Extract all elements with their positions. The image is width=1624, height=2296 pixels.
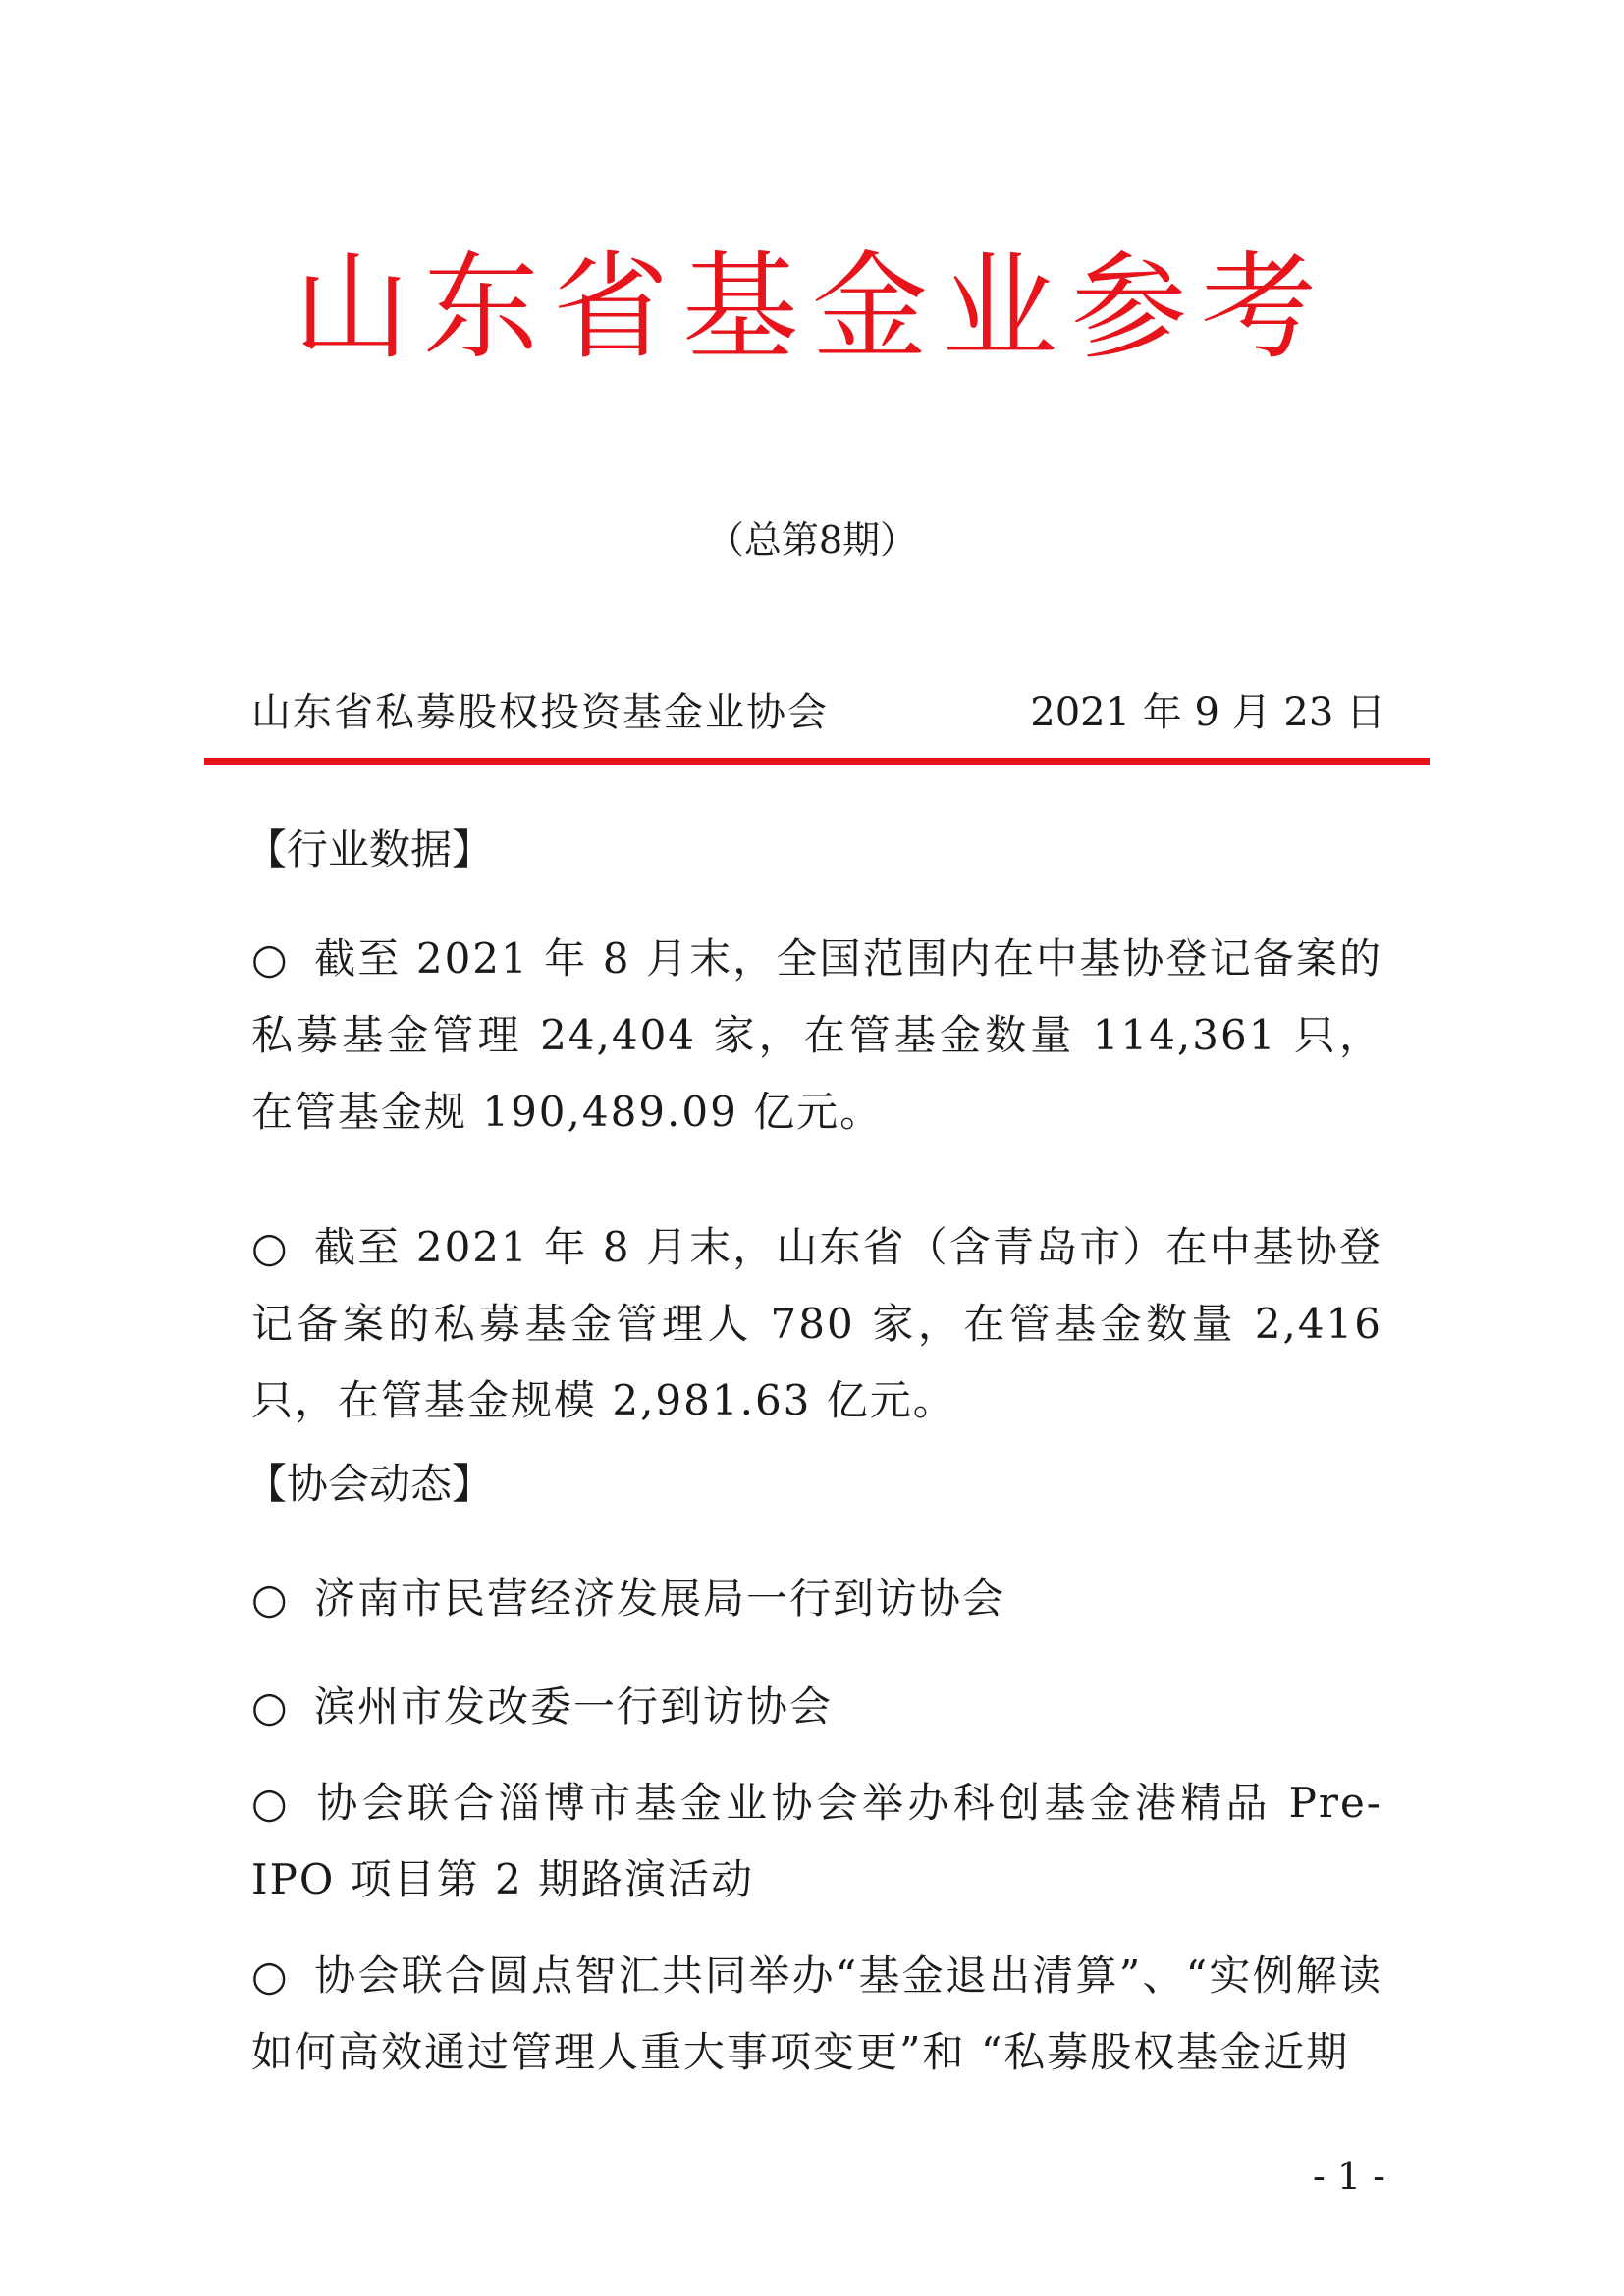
circle-bullet-icon: ○ [251,1779,290,1827]
item-text: 截至 2021 年 8 月末，全国范围内在中基协登记备案的私募基金管理 24,404 家，在管基金数量 114,361 只，在管基金规 190,489.09 亿元。 [251,934,1382,1136]
item-text: 协会联合淄博市基金业协会举办科创基金港精品 Pre-IPO 项目第 2 期路演活动 [251,1779,1382,1903]
circle-bullet-icon: ○ [251,1575,290,1623]
industry-data-item [251,921,1382,1150]
red-divider-rule [204,758,1430,765]
circle-bullet-icon: ○ [251,1223,290,1271]
circle-bullet-icon: ○ [251,1682,290,1731]
association-news-item [251,1938,1382,2091]
association-news-item [251,1765,1382,1918]
item-text: 滨州市发改委一行到访协会 [314,1682,834,1731]
item-text: 协会联合圆点智汇共同举办“基金退出清算”、“实例解读如何高效通过管理人重大事项变更”和 “私募股权基金近期 [251,1951,1382,2076]
issue-number: （总第8期） [706,518,918,561]
association-news-item [251,1561,1382,1637]
item-text: 济南市民营经济发展局一行到访协会 [314,1575,1006,1623]
item-text: 截至 2021 年 8 月末，山东省（含青岛市）在中基协登记备案的私募基金管理人 780 家，在管基金数量 2,416 只，在管基金规模 2,981.63 亿元。 [251,1223,1382,1424]
page-number: - 1 - [1312,2155,1385,2198]
association-news-item [251,1669,1382,1745]
circle-bullet-icon: ○ [251,1951,290,2000]
section-heading-association-news: 【协会动态】 [245,1460,494,1508]
issue-date: 2021 年 9 月 23 日 [1030,690,1385,735]
industry-data-item [251,1209,1382,1439]
section-heading-industry-data: 【行业数据】 [245,826,494,874]
circle-bullet-icon: ○ [251,934,290,983]
organization-name: 山东省私募股权投资基金业协会 [251,690,829,735]
document-title: 山东省基金业参考 [293,240,1330,375]
